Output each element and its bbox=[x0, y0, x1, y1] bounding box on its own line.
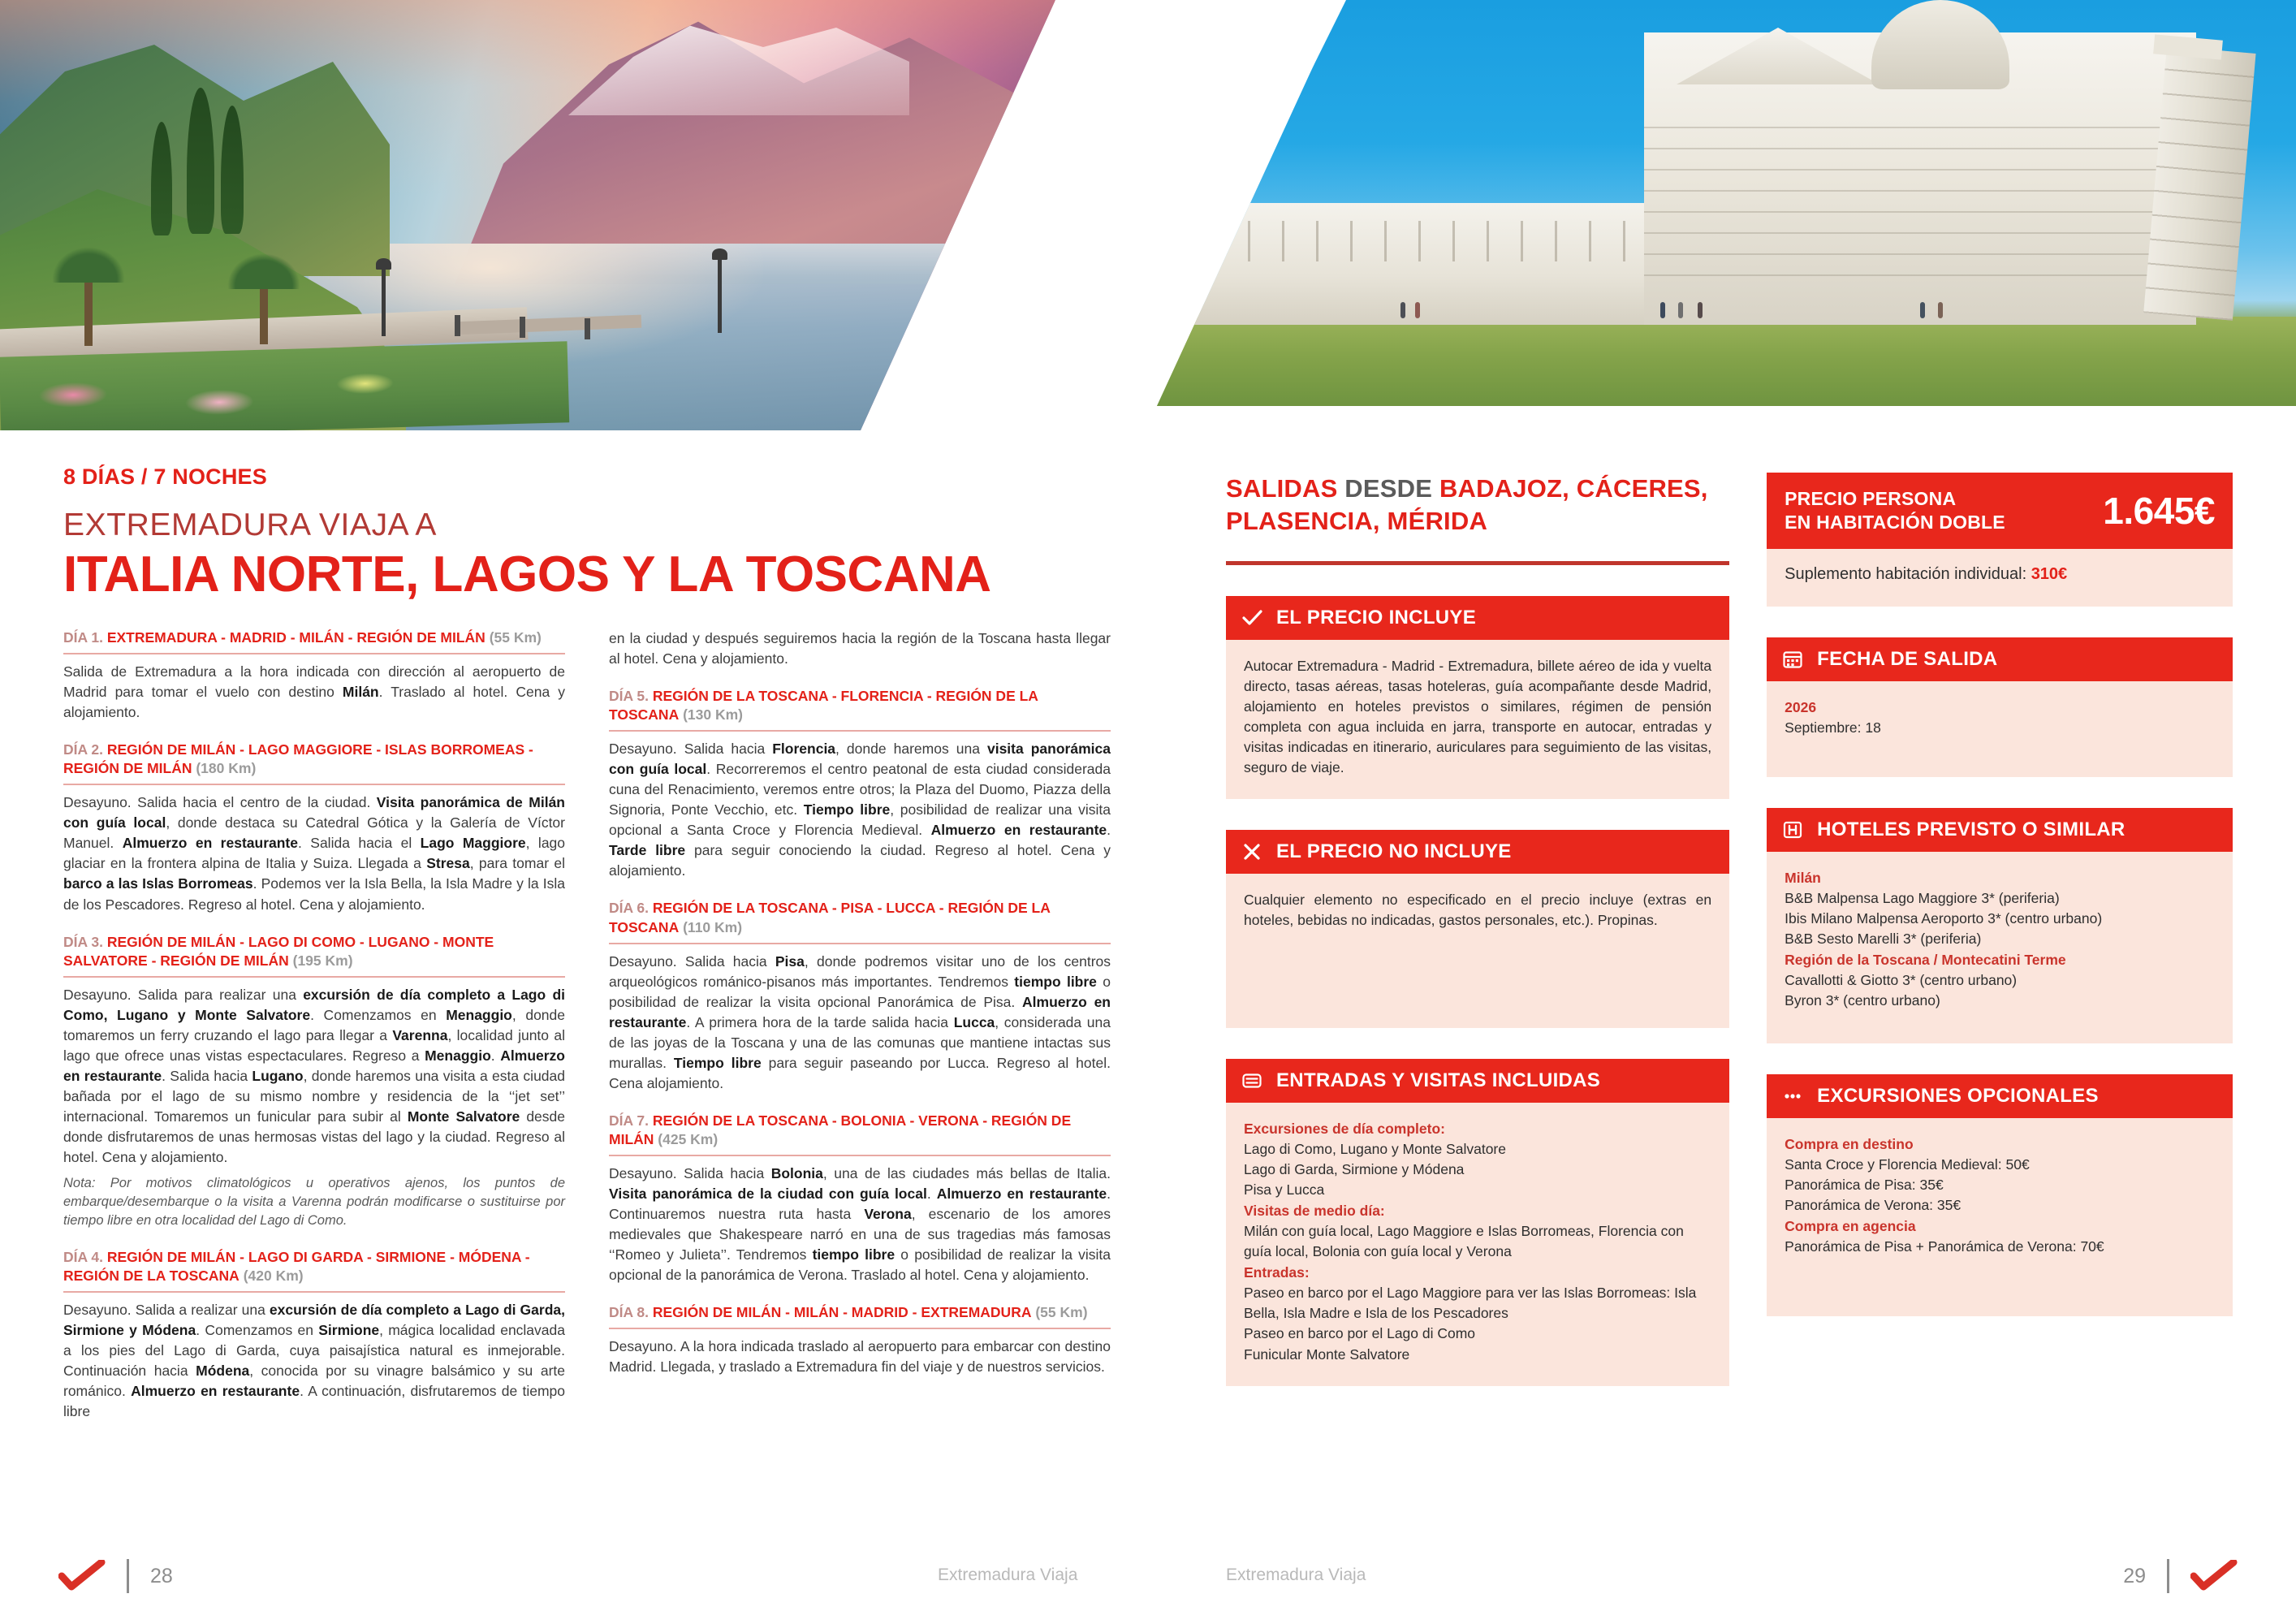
footer-brand-right: Extremadura Viaja bbox=[1226, 1566, 1366, 1584]
itinerary-day-distance: (110 Km) bbox=[683, 918, 743, 935]
itinerary-column-1 bbox=[63, 628, 565, 1440]
footer-brand-left: Extremadura Viaja bbox=[938, 1566, 1078, 1584]
price-amount: 1.645€ bbox=[2103, 489, 2215, 532]
panel-price-includes-header bbox=[1226, 596, 1729, 640]
itinerary-day-route: REGIÓN DE MILÁN - LAGO MAGGIORE - ISLAS BORROMEAS - REGIÓN DE MILÁN bbox=[63, 741, 533, 777]
hotel-icon bbox=[1781, 818, 1804, 841]
hero-banner bbox=[0, 0, 2296, 430]
itinerary-day-heading bbox=[609, 1112, 1111, 1156]
dots-icon bbox=[1781, 1085, 1804, 1108]
itinerary-day-heading bbox=[63, 741, 565, 785]
panel-price-excludes-body: Cualquier elemento no especificado en el precio incluye (extras en hoteles, bebidas no indicadas, gastos personales, etc.). Propinas. bbox=[1226, 874, 1729, 1028]
itinerary-day-text: Desayuno. Salida hacia Bolonia, una de las ciudades más bellas de Italia. Visita panorámica de la ciudad con guía local. Almuerzo en restaurante. Continuaremos nuestra ruta hasta Verona, escenario de los amores medievales que Shakespeare narró en una de sus tragedias más famosas ‘‘Romeo y Julieta’’. Tendremos tiempo libre o posibilidad de realizar la visita opcional de la panorámica de Verona. Traslado al hotel. Cena y alojamiento. bbox=[609, 1164, 1111, 1283]
itinerary-day-heading bbox=[609, 899, 1111, 944]
itinerary-day-number: DÍA 5. bbox=[609, 688, 649, 705]
itinerary-column-2 bbox=[609, 628, 1111, 1440]
price-label-line1: PRECIO PERSONA bbox=[1785, 488, 1957, 509]
close-icon bbox=[1241, 840, 1263, 863]
departures-word: SALIDAS bbox=[1226, 474, 1338, 503]
departure-cities: BADAJOZ, CÁCERES, PLASENCIA, MÉRIDA bbox=[1226, 474, 1708, 536]
panel-optional-excursions bbox=[1767, 1074, 2233, 1316]
group-line: Funicular Monte Salvatore bbox=[1244, 1345, 1410, 1363]
cathedral-colonnades bbox=[1644, 114, 2196, 276]
itinerary-day-text: Salida de Extremadura a la hora indicada con dirección al aeropuerto de Madrid para tomar el vuelo con destino Milán. Traslado al hotel. Cena y alojamiento. bbox=[63, 663, 566, 721]
group-line: Paseo en barco por el Lago Maggiore para ver las Islas Borromeas: Isla Bella, Isla Madre e Isla de los Pescadores bbox=[1244, 1284, 1697, 1321]
tourist-figure bbox=[1678, 302, 1683, 318]
itinerary-day-heading bbox=[63, 1248, 565, 1293]
bollard bbox=[455, 315, 460, 336]
panel-entries-visits-header bbox=[1226, 1059, 1729, 1103]
piazza-lawn bbox=[1157, 317, 2296, 406]
lake-garda-photo bbox=[0, 0, 1055, 430]
panel-title: EL PRECIO INCLUYE bbox=[1276, 606, 1477, 628]
itinerary-day-text: en la ciudad y después seguiremos hacia la región de la Toscana hasta llegar al hotel. Cena y alojamiento. bbox=[609, 630, 1111, 667]
itinerary-day-text: Desayuno. Salida hacia Florencia, donde haremos una visita panorámica con guía local. Recorreremos el centro peatonal de esta ciudad considerada cuna del Renacimiento, veremos entre otros; la Plaza del Duomo, Piazza della Signoria, Ponte Vecchio, etc. Tiempo libre, posibilidad de realizar una visita opcional a Santa Croce y Florencia Medieval. Almuerzo en restaurante. Tarde libre para seguir conociendo la ciudad. Regreso al hotel. Cena y alojamiento. bbox=[609, 741, 1111, 879]
panel-hotels-header bbox=[1767, 808, 2233, 852]
footer-divider bbox=[127, 1559, 129, 1593]
group-line: Panorámica de Pisa + Panorámica de Verona: 70€ bbox=[1785, 1237, 2104, 1255]
panel-optional-excursions-body bbox=[1767, 1118, 2233, 1316]
itinerary-day-distance: (420 Km) bbox=[243, 1268, 304, 1285]
price-header bbox=[1767, 473, 2233, 549]
itinerary-day bbox=[63, 628, 565, 723]
panel-departure-date bbox=[1767, 637, 2233, 777]
itinerary-day bbox=[63, 933, 565, 1231]
panel-departure-date-body bbox=[1767, 681, 2233, 777]
group-line: B&B Sesto Marelli 3* (periferia) bbox=[1785, 931, 1982, 948]
departures-heading bbox=[1226, 473, 1729, 538]
itinerary-day-text: Desayuno. Salida para realizar una excursión de día completo a Lago di Como, Lugano y Monte Salvatore. Comenzamos en Menaggio, donde tomaremos un ferry cruzando el lago para llegar a Varenna, localidad junto al lago que ofrece unas vistas espectaculares. Regreso a Menaggio. Almuerzo en restaurante. Salida hacia Lugano, donde haremos una visita a esta ciudad bañada por el lago de su mismo nombre y residencia de la ‘‘jet set’’ internacional. Tomaremos un funicular para subir al Monte Salvatore desde donde disfrutaremos de unas hermosas vistas del lago y la ciudad. Regreso al hotel. Cena y alojamiento. bbox=[63, 986, 566, 1165]
itinerary-day-heading bbox=[63, 628, 565, 654]
itinerary-day bbox=[609, 1303, 1111, 1377]
tourist-figure bbox=[1400, 302, 1405, 318]
wall-arcade bbox=[1180, 221, 1707, 261]
panel-price-excludes bbox=[1226, 830, 1729, 1028]
ticket-icon bbox=[1241, 1069, 1263, 1092]
cathedral-dome bbox=[1871, 0, 2009, 89]
group-line: B&B Malpensa Lago Maggiore 3* (periferia) bbox=[1785, 889, 2060, 906]
itinerary bbox=[63, 628, 1119, 1440]
itinerary-day-route: REGIÓN DE LA TOSCANA - BOLONIA - VERONA - REGIÓN DE MILÁN bbox=[609, 1112, 1072, 1147]
group-line: Pisa y Lucca bbox=[1244, 1181, 1325, 1199]
itinerary-day-distance: (130 Km) bbox=[683, 706, 744, 723]
panel-title: FECHA DE SALIDA bbox=[1817, 647, 1998, 670]
itinerary-day-route: EXTREMADURA - MADRID - MILÁN - REGIÓN DE MILÁN bbox=[106, 629, 486, 646]
group-line: Ibis Milano Malpensa Aeroporto 3* (centro urbano) bbox=[1785, 909, 2103, 926]
footer-divider bbox=[2167, 1559, 2169, 1593]
palm-tree bbox=[84, 268, 93, 346]
supplement-label: Suplemento habitación individual: bbox=[1785, 564, 2027, 583]
itinerary-day-number: DÍA 7. bbox=[609, 1112, 649, 1129]
check-logo-icon bbox=[2190, 1560, 2238, 1592]
itinerary-day bbox=[609, 899, 1111, 1093]
itinerary-day-route: REGIÓN DE MILÁN - MILÁN - MADRID - EXTREMADURA bbox=[652, 1304, 1032, 1320]
page-number-left: 28 bbox=[150, 1564, 173, 1587]
group-label: Compra en destino bbox=[1785, 1135, 1914, 1152]
panel-entries-visits-body bbox=[1226, 1103, 1729, 1386]
itinerary-day bbox=[609, 687, 1111, 881]
panel-departure-date-header bbox=[1767, 637, 2233, 681]
page-content bbox=[0, 430, 2296, 1551]
check-logo-icon bbox=[58, 1560, 106, 1592]
itinerary-day-text: Desayuno. Salida hacia el centro de la ciudad. Visita panorámica de Milán con guía local, donde destaca su Catedral Gótica y la Galería de Víctor Manuel. Almuerzo en restaurante. Salida hacia el Lago Maggiore, lago glaciar en la frontera alpina de Italia y Suiza. Llegada a Stresa, para tomar el barco a las Islas Borromeas. Podemos ver la Isla Bella, la Isla Madre y la Isla de los Pescadores. Regreso al hotel. Cena y alojamiento. bbox=[63, 794, 566, 913]
itinerary-day-distance: (195 Km) bbox=[292, 952, 353, 969]
tourist-figure bbox=[1938, 302, 1943, 318]
group-label: Visitas de medio día: bbox=[1244, 1202, 1385, 1219]
itinerary-day-distance: (180 Km) bbox=[196, 760, 257, 777]
itinerary-day-heading bbox=[609, 1303, 1111, 1329]
page-title: ITALIA NORTE, LAGOS Y LA TOSCANA bbox=[63, 546, 991, 603]
group-label: Región de la Toscana / Montecatini Terme bbox=[1785, 951, 2066, 968]
group-line: Byron 3* (centro urbano) bbox=[1785, 992, 1940, 1009]
page-kicker: EXTREMADURA VIAJA A bbox=[63, 508, 438, 542]
page-footer bbox=[0, 1559, 2296, 1624]
group-label: Compra en agencia bbox=[1785, 1217, 1916, 1234]
panel-title: EXCURSIONES OPCIONALES bbox=[1817, 1084, 2099, 1107]
tourist-figure bbox=[1660, 302, 1665, 318]
group-line: Panorámica de Verona: 35€ bbox=[1785, 1197, 1962, 1214]
price-body bbox=[1767, 549, 2233, 607]
panel-price-includes bbox=[1226, 596, 1729, 799]
price-label bbox=[1785, 487, 2005, 534]
departure-dates: Septiembre: 18 bbox=[1785, 719, 1881, 736]
itinerary-day bbox=[609, 628, 1111, 669]
itinerary-day bbox=[63, 741, 565, 914]
itinerary-day-number: DÍA 6. bbox=[609, 900, 649, 917]
supplement-amount: 310€ bbox=[2031, 564, 2068, 583]
right-inner-column-a bbox=[1226, 473, 1729, 1386]
group-line: Panorámica de Pisa: 35€ bbox=[1785, 1176, 1944, 1193]
itinerary-day-route: REGIÓN DE MILÁN - LAGO DI GARDA - SIRMIONE - MÓDENA - REGIÓN DE LA TOSCANA bbox=[63, 1249, 530, 1285]
panel-entries-visits bbox=[1226, 1059, 1729, 1386]
itinerary-day-route: REGIÓN DE MILÁN - LAGO DI COMO - LUGANO - MONTE SALVATORE - REGIÓN DE MILÁN bbox=[63, 933, 494, 969]
group-line: Milán con guía local, Lago Maggiore e Islas Borromeas, Florencia con guía local, Bolonia con guía local y Verona bbox=[1244, 1222, 1684, 1260]
group-line: Santa Croce y Florencia Medieval: 50€ bbox=[1785, 1155, 2030, 1173]
right-inner-column-b bbox=[1767, 473, 2233, 1386]
itinerary-day-text: Desayuno. Salida a realizar una excursión de día completo a Lago di Garda, Sirmione y Módena. Comenzamos en Sirmione, mágica localidad enclavada a los pies del Lago di Garda, cuya paisajística natural es inmejorable. Continuación hacia Módena, conocida por su vinagre balsámico y su arte románico. Almuerzo en restaurante. A continuación, disfrutaremos de tiempo libre bbox=[63, 1302, 566, 1420]
tourist-figure bbox=[1415, 302, 1420, 318]
itinerary-day-text: Desayuno. A la hora indicada traslado al aeropuerto para embarcar con destino Madrid. Llegada, y traslado a Extremadura fin del viaje y de nuestros servicios. bbox=[609, 1338, 1111, 1376]
street-lamp bbox=[382, 268, 386, 336]
tourist-figure bbox=[1698, 302, 1703, 318]
pisa-photo bbox=[1157, 0, 2296, 406]
footer-right bbox=[2123, 1559, 2238, 1593]
departures-from-word: DESDE bbox=[1344, 474, 1433, 503]
itinerary-day bbox=[63, 1248, 565, 1422]
itinerary-day-number: DÍA 8. bbox=[609, 1304, 649, 1320]
panel-price-includes-body: Autocar Extremadura - Madrid - Extremadura, billete aéreo de ida y vuelta directo, tasas aéreas, tasas hoteleras, guía acompañante desde Madrid, alojamiento en hoteles previstos o similares, régimen de pensión completa con agua incluida en jarra, transporte en autocar, entradas y visitas indicadas en itinerario, auriculares para seguimiento de las visitas, seguro de viaje. bbox=[1226, 640, 1729, 799]
panel-title: EL PRECIO NO INCLUYE bbox=[1276, 840, 1512, 862]
itinerary-day-route: REGIÓN DE LA TOSCANA - FLORENCIA - REGIÓN DE LA TOSCANA bbox=[609, 688, 1038, 723]
itinerary-day-distance: (55 Km) bbox=[489, 629, 542, 646]
panel-optional-excursions-header bbox=[1767, 1074, 2233, 1118]
panel-price-excludes-header bbox=[1226, 830, 1729, 874]
itinerary-day-number: DÍA 2. bbox=[63, 741, 103, 758]
bollard bbox=[520, 317, 525, 338]
bollard bbox=[585, 318, 590, 339]
group-line: Cavallotti & Giotto 3* (centro urbano) bbox=[1785, 971, 2018, 988]
page-number-right: 29 bbox=[2123, 1564, 2146, 1587]
left-page-column bbox=[63, 464, 1119, 1440]
itinerary-day-note: Nota: Por motivos climatológicos u operativos ajenos, los puntos de embarque/desembarque o la visita a Varenna podrán modificarse o sustituirse por tiempo libre en otra localidad del Lago di Como. bbox=[63, 1175, 565, 1229]
street-lamp bbox=[718, 258, 722, 333]
itinerary-day-distance: (425 Km) bbox=[658, 1130, 719, 1147]
tourist-figure bbox=[1920, 302, 1925, 318]
group-label: Entradas: bbox=[1244, 1263, 1310, 1281]
departures-rule bbox=[1226, 561, 1729, 565]
group-line: Paseo en barco por el Lago di Como bbox=[1244, 1325, 1476, 1342]
panel-price bbox=[1767, 473, 2233, 607]
itinerary-day-heading bbox=[63, 933, 565, 978]
price-label-line2: EN HABITACIÓN DOBLE bbox=[1785, 511, 2005, 533]
trip-duration: 8 DÍAS / 7 NOCHES bbox=[63, 464, 267, 489]
hero-bottom-trim bbox=[1157, 406, 2296, 430]
panel-title: ENTRADAS Y VISITAS INCLUIDAS bbox=[1276, 1069, 1601, 1091]
group-label: Excursiones de día completo: bbox=[1244, 1120, 1445, 1137]
itinerary-day-heading bbox=[609, 687, 1111, 732]
group-line: Lago di Como, Lugano y Monte Salvatore bbox=[1244, 1140, 1506, 1157]
calendar-icon bbox=[1781, 648, 1804, 671]
itinerary-day-route: REGIÓN DE LA TOSCANA - PISA - LUCCA - REGIÓN DE LA TOSCANA bbox=[609, 900, 1051, 935]
itinerary-day-number: DÍA 4. bbox=[63, 1249, 103, 1266]
itinerary-day-text: Desayuno. Salida hacia Pisa, donde podremos visitar uno de los centros arqueológicos románico-pisanos más importantes. Tendremos tiempo libre o posibilidad de realizar la visita opcional Panorámica de Pisa. Almuerzo en restaurante. A primera hora de la tarde salida hacia Lucca, considerada una de las joyas de la Toscana y una de las comunas que mantiene intactas sus murallas. Tiempo libre para seguir paseando por Lucca. Regreso al hotel. Cena alojamiento. bbox=[609, 952, 1111, 1091]
departure-year: 2026 bbox=[1785, 698, 1817, 715]
panel-hotels-body bbox=[1767, 852, 2233, 1043]
check-icon bbox=[1241, 607, 1263, 629]
group-label: Milán bbox=[1785, 869, 1821, 886]
palm-tree bbox=[260, 274, 268, 344]
itinerary-day-distance: (55 Km) bbox=[1035, 1304, 1088, 1320]
panel-hotels bbox=[1767, 808, 2233, 1043]
footer-left bbox=[58, 1559, 173, 1593]
panel-title: HOTELES PREVISTO O SIMILAR bbox=[1817, 818, 2126, 840]
group-line: Lago di Garda, Sirmione y Módena bbox=[1244, 1161, 1465, 1178]
itinerary-day-number: DÍA 3. bbox=[63, 933, 103, 950]
itinerary-day-number: DÍA 1. bbox=[63, 629, 103, 646]
itinerary-day bbox=[609, 1112, 1111, 1285]
right-page-column bbox=[1226, 473, 2233, 1386]
